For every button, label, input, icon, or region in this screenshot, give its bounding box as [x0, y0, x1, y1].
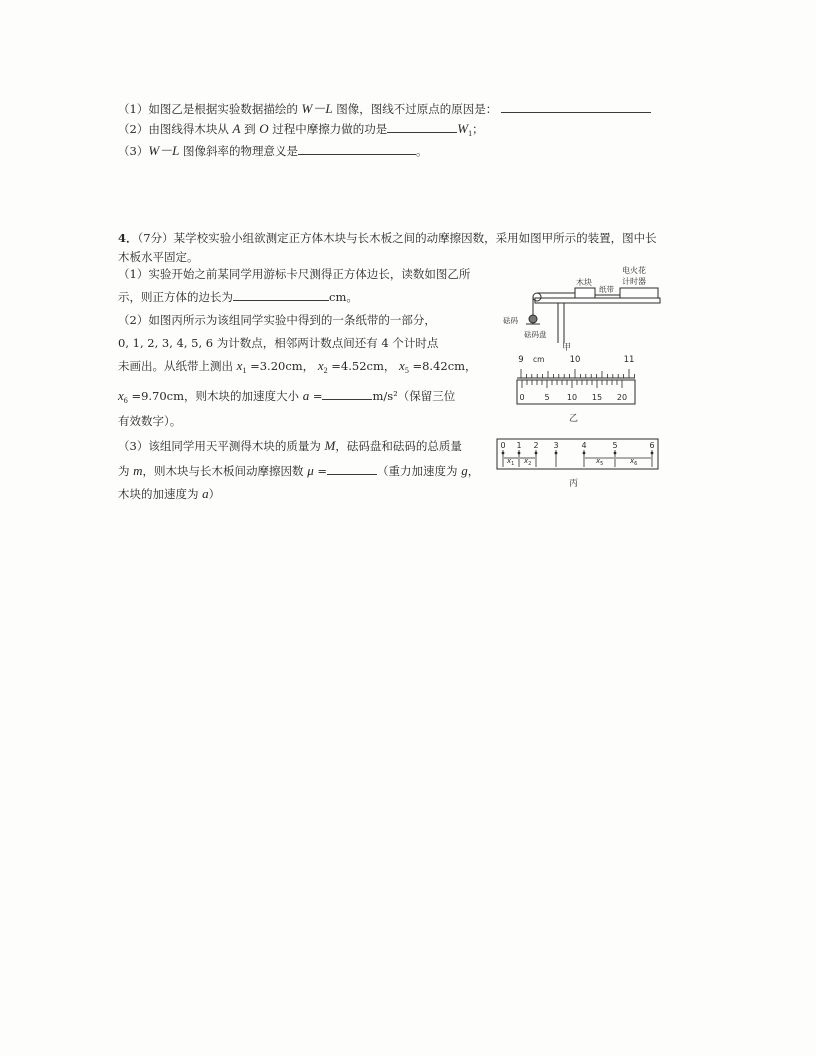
punctuation: 。 — [416, 144, 428, 158]
question-text: 示，则正方体的边长为 — [118, 290, 233, 304]
unit: cm。 — [329, 290, 358, 304]
equals-sign: = — [317, 464, 328, 478]
question-text: （2）由图线得木块从 — [118, 122, 229, 136]
question-text: 图像，图线不过原点的原因是： — [336, 102, 498, 116]
math-variable: x — [118, 388, 124, 403]
vernier-label: 0 — [519, 393, 525, 402]
math-variable: x — [236, 358, 243, 373]
q4-part-1-line-1 — [118, 267, 470, 281]
tape-label: 纸带 — [599, 285, 614, 294]
measured-value: =8.42cm， — [412, 359, 477, 373]
math-variable: O — [259, 121, 269, 136]
math-variable: W－L — [301, 101, 333, 116]
vernier-label: 15 — [591, 393, 603, 402]
math-variable: W — [457, 121, 469, 136]
pulley — [533, 293, 541, 301]
count-point-label: 3 — [553, 441, 559, 450]
segment-label-x1: $x_1$ — [507, 457, 515, 467]
count-point-dot — [555, 452, 557, 454]
vernier-label: 5 — [544, 393, 550, 402]
apparatus-figure — [500, 265, 665, 345]
question-text: 木块的加速度为 — [118, 487, 199, 501]
subscript: 2 — [323, 366, 328, 375]
answer-blank — [327, 463, 377, 475]
question-text: 木板水平固定。 — [118, 250, 199, 264]
q4-part-3-line-3 — [118, 487, 220, 501]
count-point-dot — [518, 452, 520, 454]
count-point-dot — [583, 452, 585, 454]
question-text: （7分）某学校实验小组欲测定正方体木块与长木板之间的动摩擦因数，采用如图甲所示的装置，图中长 — [137, 231, 657, 245]
question-text: 0, 1, 2, 3, 4, 5, 6 为计数点，相邻两计数点间还有 4 个计时点 — [118, 336, 439, 350]
pan-label: 砝码盘 — [524, 330, 547, 339]
q4-part-2-line-1 — [118, 313, 436, 327]
answer-blank — [322, 388, 372, 400]
q4-part-3-line-2 — [118, 463, 479, 478]
question-text: （1）实验开始之前某同学用游标卡尺测得正方体边长，读数如图乙所 — [118, 267, 471, 281]
count-point-label: 6 — [649, 441, 655, 450]
count-point-dot — [614, 452, 616, 454]
question-text: ，砝码盘和砝码的总质量 — [335, 439, 462, 453]
question-text: 图像斜率的物理意义是 — [183, 144, 299, 158]
punctuation: ； — [472, 122, 484, 136]
vernier-caliper-figure — [514, 352, 638, 408]
unit: m/s²（保留三位 — [372, 389, 456, 403]
question-text: 为 — [118, 464, 130, 478]
q4-part-2-line-2 — [118, 336, 438, 350]
figure-caption: 丙 — [569, 479, 579, 489]
timer-label: 电火花 — [622, 266, 646, 275]
math-variable: m — [133, 463, 143, 478]
subscript: 6 — [123, 396, 128, 405]
q4-part-2-line-4 — [118, 388, 455, 408]
vernier-label: 20 — [616, 393, 628, 402]
question-4-header-line-1 — [118, 231, 657, 245]
segment-label-x6: $x_6$ — [630, 457, 638, 467]
measured-value: =4.52cm， — [331, 359, 396, 373]
punctuation: ） — [208, 487, 221, 501]
segment-label-x2: $x_2$ — [524, 457, 532, 467]
subscript: 1 — [242, 366, 247, 375]
prev-question-part-1 — [118, 101, 651, 116]
block-label: 木块 — [576, 278, 592, 287]
count-point-label: 4 — [581, 441, 587, 450]
subscript: 1 — [468, 129, 473, 138]
count-point-dot — [651, 452, 653, 454]
count-point-label: 0 — [500, 441, 506, 450]
measured-value: =9.70cm，则木块的加速度大小 — [131, 389, 300, 403]
math-variable: M — [324, 438, 336, 453]
question-text: （3） — [118, 144, 149, 158]
answer-blank — [233, 289, 329, 301]
question-number: 4． — [118, 231, 138, 245]
count-point-label: 5 — [612, 441, 618, 450]
main-scale-label: 10 — [569, 355, 581, 365]
question-text: （重力加速度为 — [377, 464, 458, 478]
punctuation: ， — [467, 464, 480, 478]
vernier-label: 10 — [566, 393, 578, 402]
measured-value: =3.20cm， — [250, 359, 315, 373]
math-variable: A — [232, 121, 241, 136]
math-variable: x — [317, 358, 324, 373]
q4-part-1-line-2 — [118, 289, 358, 304]
weight-label: 砝码 — [503, 316, 518, 325]
figure-caption: 乙 — [569, 414, 579, 424]
math-variable: W－L — [148, 143, 180, 158]
question-4-header-line-2 — [118, 250, 199, 264]
question-text: （2）如图丙所示为该组同学实验中得到的一条纸带的一部分， — [118, 313, 436, 327]
q4-part-2-line-3 — [118, 359, 477, 378]
prev-question-part-2 — [118, 121, 484, 141]
spark-timer — [620, 288, 658, 298]
question-text: （3）该组同学用天平测得木块的质量为 — [118, 439, 321, 453]
math-variable: a — [202, 486, 209, 501]
question-text: 到 — [244, 122, 256, 136]
answer-blank — [501, 101, 651, 113]
subscript: 5 — [404, 366, 409, 375]
figure-caption: 甲 — [562, 343, 572, 353]
q4-part-3-line-1 — [118, 439, 462, 453]
main-scale-label: 11 — [623, 355, 635, 365]
q4-part-2-line-5 — [118, 414, 181, 428]
weight — [529, 315, 537, 323]
question-text: 有效数字）。 — [118, 414, 182, 428]
math-variable: μ — [307, 463, 314, 478]
answer-blank — [387, 121, 457, 133]
segment-label-x5: $x_5$ — [596, 457, 604, 467]
count-point-dot — [502, 452, 504, 454]
long-board — [535, 298, 660, 303]
prev-question-part-3 — [118, 143, 428, 158]
question-text: 未画出。从纸带上测出 — [118, 359, 233, 373]
wooden-block — [575, 288, 595, 298]
question-text: ，则木块与长木板间动摩擦因数 — [142, 464, 304, 478]
question-text: （1）如图乙是根据实验数据描绘的 — [118, 102, 298, 116]
answer-blank — [298, 143, 416, 155]
timer-label: 计时器 — [622, 277, 646, 286]
question-text: 过程中摩擦力做的功是 — [272, 122, 388, 136]
main-scale-unit: cm — [533, 355, 545, 364]
math-variable: g — [461, 463, 468, 478]
count-point-label: 2 — [533, 441, 539, 450]
count-point-label: 1 — [516, 441, 522, 450]
paper-tape-figure — [494, 436, 662, 474]
count-point-dot — [535, 452, 537, 454]
equals-sign: = — [312, 389, 323, 403]
math-variable: x — [399, 358, 405, 373]
math-variable: a — [302, 388, 310, 403]
main-scale-label: 9 — [518, 355, 524, 365]
